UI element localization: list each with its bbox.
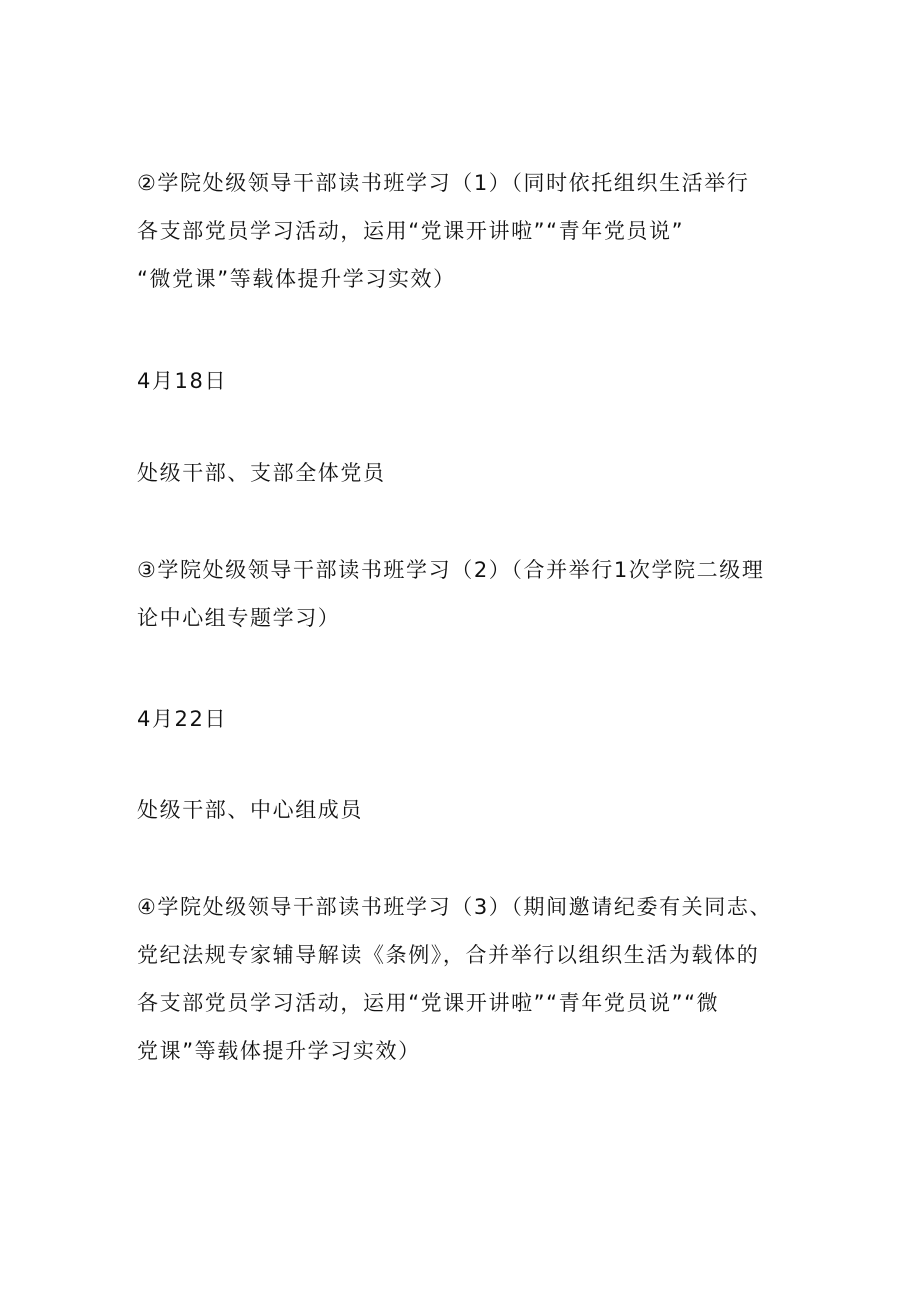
study-item-4-line-1: ④学院处级领导干部读书班学习（3）（期间邀请纪委有关同志、 (137, 895, 773, 919)
study-item-4 (137, 883, 797, 1075)
study-item-3-line-2: 论中心组专题学习） (137, 606, 341, 630)
attendees-2-text: 处级干部、中心组成员 (137, 798, 363, 822)
date-april-22-text: 4月22日 (137, 707, 228, 731)
study-item-2 (137, 159, 797, 303)
attendees-1 (137, 449, 797, 497)
study-item-4-line-2: 党纪法规专家辅导解读《条例》，合并举行以组织生活为载体的 (137, 943, 760, 967)
study-item-3-line-1: ③学院处级领导干部读书班学习（2）（合并举行1次学院二级理 (137, 558, 765, 582)
date-april-18 (137, 357, 797, 405)
attendees-2 (137, 786, 797, 834)
study-item-4-line-3: 各支部党员学习活动，运用“党课开讲啦”“青年党员说”“微 (137, 991, 720, 1015)
study-item-2-line-2: 各支部党员学习活动，运用“党课开讲啦”“青年党员说” (137, 219, 685, 243)
attendees-1-text: 处级干部、支部全体党员 (137, 461, 386, 485)
date-april-22 (137, 695, 797, 743)
study-item-3 (137, 546, 797, 642)
study-item-2-line-1: ②学院处级领导干部读书班学习（1）（同时依托组织生活举行 (137, 171, 750, 195)
study-item-2-line-3: “微党课”等载体提升学习实效） (137, 267, 456, 291)
date-april-18-text: 4月18日 (137, 369, 228, 393)
study-item-4-line-4: 党课”等载体提升学习实效） (137, 1039, 421, 1063)
